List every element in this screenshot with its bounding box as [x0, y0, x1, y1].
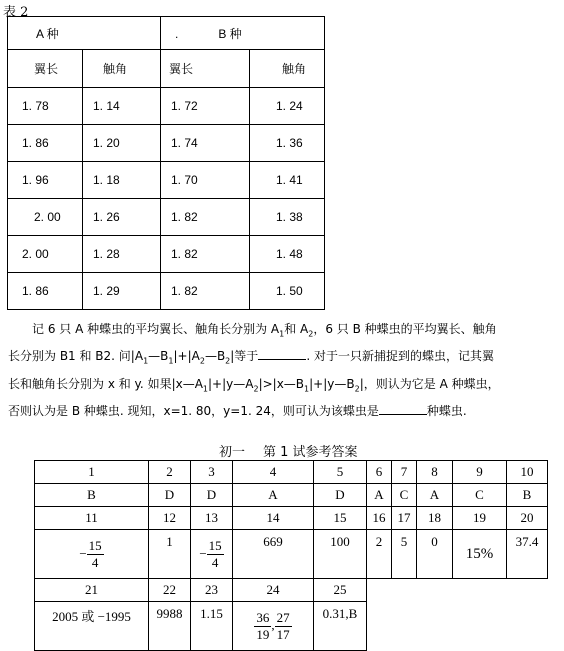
answer-cell: A: [233, 484, 314, 507]
table-row: [35, 530, 548, 579]
question-number: 9: [453, 461, 507, 484]
question-number: 18: [417, 507, 453, 530]
answer-cell: 37.4: [507, 530, 548, 579]
question-number: 8: [417, 461, 453, 484]
empty-area: [367, 602, 548, 651]
question-number: 2: [149, 461, 191, 484]
table-row: [35, 602, 548, 651]
cell: 1. 14: [83, 88, 161, 125]
answer-cell: B: [507, 484, 548, 507]
answer-cell: B: [35, 484, 149, 507]
group-a-header: A 种: [8, 17, 161, 50]
table-caption: 表 2: [3, 5, 29, 20]
answer-cell: D: [314, 484, 367, 507]
answer-blank: [258, 347, 306, 360]
cell: 1. 70: [161, 162, 250, 199]
answer-cell: D: [149, 484, 191, 507]
problem-text: [8, 318, 558, 422]
question-number: 4: [233, 461, 314, 484]
question-number: 20: [507, 507, 548, 530]
question-number: 22: [149, 579, 191, 602]
fraction: $\frac{15}{4}$: [88, 537, 102, 570]
answer-cell: 2: [367, 530, 392, 579]
question-number: 11: [35, 507, 149, 530]
answer-cell: $\frac{36}{19}$ , $\frac{27}{17}$: [233, 602, 314, 651]
answer-cell: 0.31,B: [314, 602, 367, 651]
table-row: [8, 88, 325, 125]
answer-cell: 0: [417, 530, 453, 579]
cell: 1. 50: [250, 273, 325, 310]
table-row: [8, 236, 325, 273]
answer-cell: 2005 或 −1995: [35, 602, 149, 651]
header-antenna-a: 触角: [83, 50, 161, 88]
answer-cell: A: [417, 484, 453, 507]
answer-cell: A: [367, 484, 392, 507]
cell: 1. 82: [161, 273, 250, 310]
cell: 1. 86: [8, 273, 83, 310]
cell: 1. 86: [8, 125, 83, 162]
table-row: [8, 162, 325, 199]
text-line-2: 长分别为 B1 和 B2. 问$|A_1—B_1|+|A_2—B_2|$等于 . 对于一只新捕捉到的蝶虫，记其翼: [8, 349, 494, 366]
question-number: 17: [392, 507, 417, 530]
cell: 1. 96: [8, 162, 83, 199]
text-line-1: 记 6 只 A 种蝶虫的平均翼长、触角长分别为 $A_1$和 $A_2$，6 只 B 种蝶虫的平均翼长、触角: [32, 322, 497, 339]
cell: 1. 82: [161, 236, 250, 273]
question-number: 12: [149, 507, 191, 530]
question-number: 7: [392, 461, 417, 484]
question-number: 19: [453, 507, 507, 530]
question-number: 16: [367, 507, 392, 530]
table-row: [35, 507, 548, 530]
question-number: 13: [191, 507, 233, 530]
answer-cell: C: [392, 484, 417, 507]
header-wing-b: 翼长: [161, 50, 250, 88]
answer-cell: 5: [392, 530, 417, 579]
cell: 1. 28: [83, 236, 161, 273]
wing-antenna-table: [7, 16, 325, 310]
header-antenna-b: 触角: [250, 50, 325, 88]
group-b-header: . B 种: [161, 17, 325, 50]
table-row: [8, 273, 325, 310]
question-number: 14: [233, 507, 314, 530]
question-number: 21: [35, 579, 149, 602]
cell: 1. 74: [161, 125, 250, 162]
question-number: 23: [191, 579, 233, 602]
table-row: [8, 125, 325, 162]
cell: 1. 82: [161, 199, 250, 236]
answer-cell: 1.15: [191, 602, 233, 651]
question-number: 25: [314, 579, 367, 602]
answer-cell: D: [191, 484, 233, 507]
question-number: 1: [35, 461, 149, 484]
answer-key-table: [34, 460, 548, 651]
answer-cell: − $\frac{15}{4}$: [191, 530, 233, 579]
answer-cell: C: [453, 484, 507, 507]
fraction: $\frac{15}{4}$: [208, 537, 222, 570]
cell: 2. 00: [8, 199, 83, 236]
cell: 1. 36: [250, 125, 325, 162]
cell: 1. 24: [250, 88, 325, 125]
cell: 1. 20: [83, 125, 161, 162]
question-number: 15: [314, 507, 367, 530]
answer-blank: [379, 402, 427, 415]
answer-cell: 669: [233, 530, 314, 579]
cell: 1. 41: [250, 162, 325, 199]
cell: 1. 48: [250, 236, 325, 273]
cell: 1. 78: [8, 88, 83, 125]
table-row: [35, 579, 548, 602]
cell: 1. 18: [83, 162, 161, 199]
text-line-4: 否则认为是 B 种蝶虫. 现知，x=1. 80，y=1. 24，则可认为该蝶虫是 种蝶虫.: [8, 404, 467, 419]
answer-cell: 15%: [453, 530, 507, 579]
fraction: $\frac{27}{17}$: [276, 609, 290, 642]
cell: 1. 72: [161, 88, 250, 125]
cell: 1. 38: [250, 199, 325, 236]
table-row: [35, 461, 548, 484]
text-line-3: 长和触角长分别为 x 和 y. 如果$|x—A_1|+|y—A_2|>|x—B_1|+|y—B_2|$，则认为它是 A 种蝶虫，: [8, 376, 500, 394]
question-number: 24: [233, 579, 314, 602]
question-number: 5: [314, 461, 367, 484]
cell: 1. 26: [83, 199, 161, 236]
table-row: [8, 199, 325, 236]
empty-area: [367, 579, 548, 602]
cell: 2. 00: [8, 236, 83, 273]
answers-title: 初一 第 1 试参考答案: [219, 445, 358, 460]
answer-cell: − $\frac{15}{4}$: [35, 530, 149, 579]
cell: 1. 29: [83, 273, 161, 310]
table-row: [35, 484, 548, 507]
question-number: 3: [191, 461, 233, 484]
fraction: $\frac{36}{19}$: [256, 609, 270, 642]
question-number: 10: [507, 461, 548, 484]
answer-cell: 1: [149, 530, 191, 579]
answer-cell: 9988: [149, 602, 191, 651]
answer-cell: 100: [314, 530, 367, 579]
header-wing-a: 翼长: [8, 50, 83, 88]
question-number: 6: [367, 461, 392, 484]
